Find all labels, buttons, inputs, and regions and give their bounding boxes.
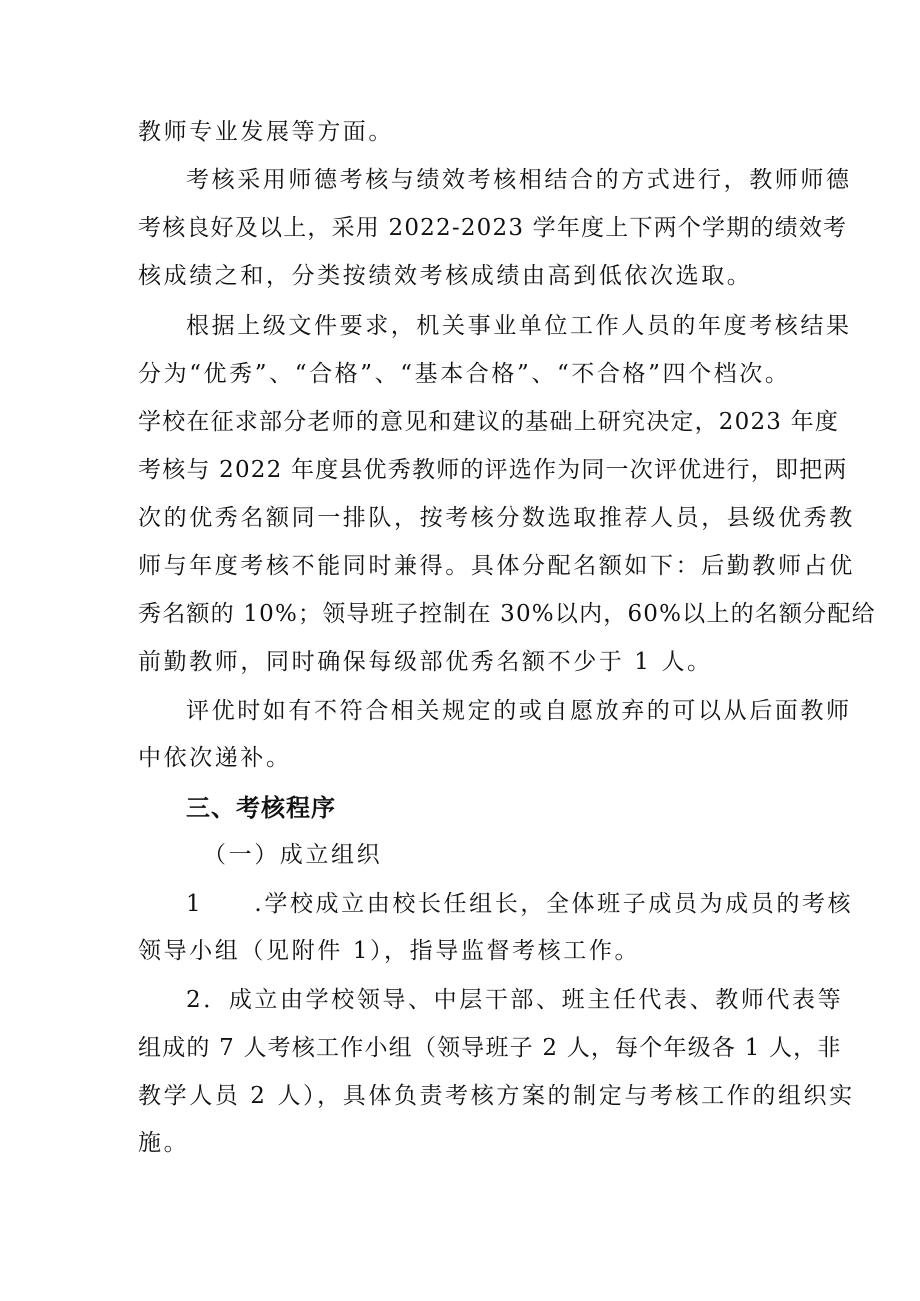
text-line: 秀名额的 10%；领导班子控制在 30%以内，60%以上的名额分配给 xyxy=(138,601,876,627)
text-line: 教学人员 2 人），具体负责考核方案的制定与考核工作的组织实 xyxy=(138,1083,855,1109)
text-line: 2．成立由学校领导、中层干部、班主任代表、教师代表等 xyxy=(186,987,844,1013)
text-line: 师与年度考核不能同时兼得。具体分配名额如下：后勤教师占优 xyxy=(138,553,855,579)
text-line: 教师专业发展等方面。 xyxy=(138,119,394,145)
text-line: 考核与 2022 年度县优秀教师的评选作为同一次评优进行，即把两 xyxy=(138,457,848,483)
text-line: 根据上级文件要求，机关事业单位工作人员的年度考核结果 xyxy=(186,313,852,339)
text-line: 中依次递补。 xyxy=(138,745,292,771)
section-heading: 三、考核程序 xyxy=(186,794,336,822)
text-line: 考核采用师德考核与绩效考核相结合的方式进行，教师师德 xyxy=(186,167,852,193)
text-line: 1 .学校成立由校长任组长，全体班子成员为成员的考核 xyxy=(186,891,854,917)
text-line: 核成绩之和，分类按绩效考核成绩由高到低依次选取。 xyxy=(138,263,753,289)
subsection-heading: （一）成立组织 xyxy=(203,842,383,868)
text-line: 前勤教师，同时确保每级部优秀名额不少于 1 人。 xyxy=(138,649,713,675)
text-line: 施。 xyxy=(138,1130,190,1156)
text-line: 考核良好及以上，采用 2022-2023 学年度上下两个学期的绩效考 xyxy=(138,215,848,241)
text-line: 评优时如有不符合相关规定的或自愿放弃的可以从后面教师 xyxy=(186,698,852,724)
text-line: 学校在征求部分老师的意见和建议的基础上研究决定，2023 年度 xyxy=(138,409,840,435)
text-line: 分为“优秀”、“合格”、“基本合格”、“不合格”四个档次。 xyxy=(138,361,791,387)
text-line: 组成的 7 人考核工作小组（领导班子 2 人，每个年级各 1 人，非 xyxy=(138,1035,842,1061)
text-line: 次的优秀名额同一排队，按考核分数选取推荐人员，县级优秀教 xyxy=(138,505,855,531)
text-line: 领导小组（见附件 1），指导监督考核工作。 xyxy=(138,938,641,964)
